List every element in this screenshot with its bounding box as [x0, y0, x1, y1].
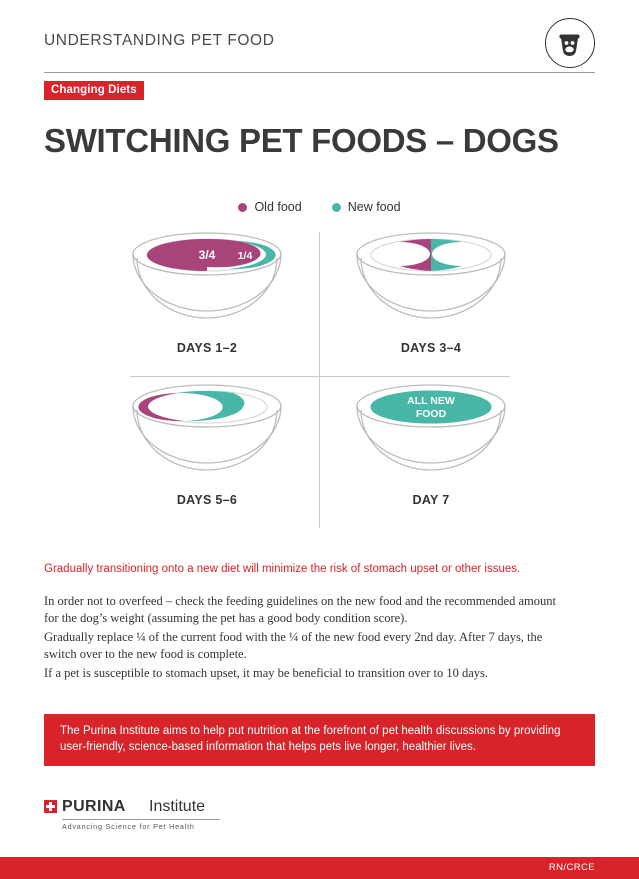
bowl-cell-day-7: [316, 380, 546, 528]
legend-dot-new-food: [332, 203, 341, 212]
pet-bowl-badge-icon: [545, 18, 595, 68]
bowl-1-old-fraction: 3/4: [198, 248, 216, 262]
bowl-cell-days-1-2: [92, 228, 322, 376]
body-paragraph-1: In order not to overfeed – check the feeding guidelines on the new food and the recommended amount for the dog’s weight (assuming the pet has a good body condition score).: [44, 594, 556, 625]
bowl-cell-days-5-6: [92, 380, 322, 528]
purina-institute-logo: [44, 798, 344, 838]
bowl-diagram: [44, 228, 595, 540]
bowl-graphic-2: [345, 228, 517, 332]
institute-wordmark: Institute: [149, 798, 206, 815]
footer-bar: [0, 857, 639, 879]
body-paragraph-3: If a pet is susceptible to stomach upset, it may be beneficial to transition over to 10 days.: [44, 666, 488, 680]
header-divider: [44, 72, 595, 73]
page-title: SWITCHING PET FOODS – DOGS: [44, 122, 559, 159]
legend-label-new-food: New food: [347, 200, 401, 214]
bowl-2-new-fraction: 1/2: [444, 250, 460, 262]
purina-checkerboard-icon: [44, 800, 57, 813]
bowl-label-days-5-6: DAYS 5–6: [176, 493, 238, 507]
legend-label-old-food: Old food: [254, 200, 302, 214]
category-tag: Changing Diets: [44, 81, 144, 100]
bowl-4-all-new-line1: ALL NEW: [407, 395, 455, 407]
legend-item-old-food: [238, 200, 301, 214]
bowl-cell-days-3-4: [316, 228, 546, 376]
logo-divider: [62, 819, 220, 820]
page-header: [44, 18, 595, 68]
purina-wordmark: PURINA: [62, 798, 126, 815]
bowl-label-day-7: DAY 7: [412, 493, 450, 507]
legend-dot-old-food: [238, 203, 247, 212]
diagram-divider-horizontal: [130, 376, 510, 377]
bowl-graphic-3: [121, 380, 293, 484]
bowl-4-all-new-line2: FOOD: [415, 408, 447, 420]
footer-code: RN/CRCE: [548, 862, 595, 873]
bowl-2-old-fraction: 1/2: [403, 250, 419, 262]
lead-paragraph: Gradually transitioning onto a new diet will minimize the risk of stomach upset or other issues.: [44, 563, 521, 575]
bowl-label-days-3-4: DAYS 3–4: [400, 341, 462, 355]
bowl-label-days-1-2: DAYS 1–2: [176, 341, 238, 355]
bowl-3-new-fraction: 3/4: [204, 400, 222, 414]
bowl-3-old-fraction: 1/4: [159, 402, 175, 414]
mission-callout: The Purina Institute aims to help put nutrition at the forefront of pet health discussions by providing user-friendly, science-based information that helps pets live longer, healthier lives.: [44, 714, 595, 766]
page-header-title: UNDERSTANDING PET FOOD: [44, 32, 275, 49]
body-paragraph-2: Gradually replace ¼ of the current food with the ¼ of the new food every 2nd day. After 7 days, the switch over to the new food is complete.: [44, 630, 543, 661]
legend-item-new-food: [332, 200, 401, 214]
bowl-graphic-1: [121, 228, 293, 332]
chart-legend: [0, 200, 639, 214]
bowl-1-new-fraction: 1/4: [237, 250, 253, 262]
logo-tagline: Advancing Science for Pet Health: [62, 822, 195, 831]
bowl-graphic-4: [345, 380, 517, 484]
